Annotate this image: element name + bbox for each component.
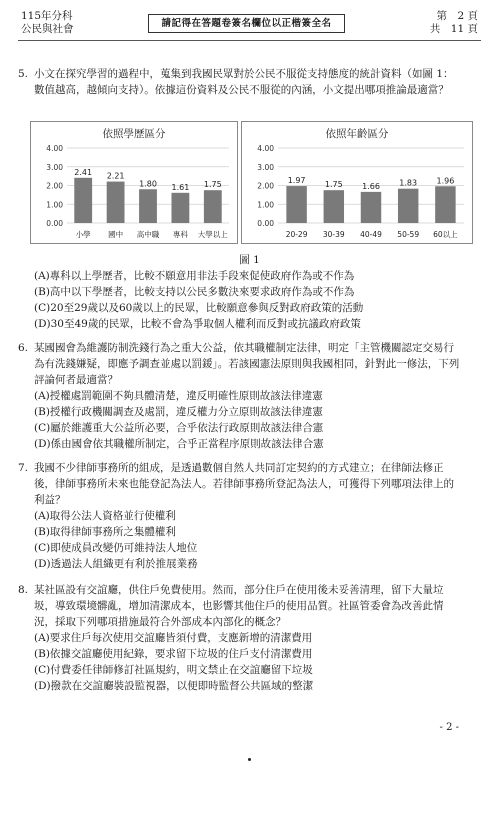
y-tick-label: 0.00 [257, 219, 274, 228]
data-label: 1.66 [362, 181, 380, 191]
option-d: (D)透過法人組織更有利於推展業務 [34, 558, 198, 570]
bar [324, 190, 344, 223]
data-label: 2.21 [106, 171, 125, 181]
y-tick-label: 3.00 [46, 162, 63, 172]
age-bar-chart [242, 122, 472, 243]
figure-caption: 圖 1 [239, 254, 260, 266]
data-label: 1.75 [324, 180, 343, 190]
page-indicator [430, 10, 478, 36]
bar [286, 186, 306, 223]
y-tick-label: 4.00 [257, 144, 274, 153]
option-b: (B)高中以下學歷者，比較支持以公民多數決來要求政府作為或不作為 [34, 286, 355, 298]
y-tick-label: 1.00 [257, 200, 274, 210]
y-tick-label: 2.00 [257, 181, 274, 191]
x-tick-label: 60以上 [433, 230, 458, 239]
data-label: 1.97 [287, 176, 306, 186]
bar [398, 189, 418, 223]
x-tick-label: 高中職 [136, 230, 160, 239]
option-b: (B)依據交誼廳使用紀錄，要求留下垃圾的住戶支付清潔費用 [34, 648, 313, 660]
question-stem: 小文在探究學習的過程中，蒐集到我國民眾對於公民不服從支持態度的統計資料（如圖 1：數值越高，越傾向支持）。依據這份資料及公民不服從的內涵，小文提出哪項推論最適當？ [34, 68, 454, 96]
exam-subject-label: 公民與社會 [21, 23, 74, 35]
option-c: (C)屬於維護重大公益所必要，合乎依法行政原則故該法律合憲 [34, 422, 324, 434]
question-8 [18, 582, 464, 694]
chart-education [30, 121, 238, 244]
exam-subject [21, 10, 74, 36]
option-a: (A)專科以上學歷者，比較不願意用非法手段來促使政府作為或不作為 [34, 270, 355, 282]
option-c: (C)即使成員改變仍可維持法人地位 [34, 542, 198, 554]
question-6 [18, 340, 464, 452]
header-divider [18, 40, 481, 41]
bar [107, 182, 125, 223]
question-number: 7. [18, 462, 29, 474]
footer-dot [248, 758, 251, 761]
option-a: (A)要求住戶每次使用交誼廳皆須付費，支應新增的清潔費用 [34, 632, 313, 644]
data-label: 1.96 [436, 176, 455, 186]
y-tick-label: 3.00 [257, 162, 274, 172]
option-b: (B)授權行政機關調查及處罰，違反權力分立原則故該法律違憲 [34, 406, 323, 418]
bar [435, 186, 455, 223]
option-a: (A)授權處罰範圍不夠具體清楚，違反明確性原則故該法律違憲 [34, 390, 323, 402]
y-tick-label: 0.00 [46, 219, 63, 228]
data-label: 2.41 [74, 167, 93, 177]
bar [171, 193, 189, 223]
chart-age [241, 121, 473, 244]
y-tick-label: 4.00 [46, 144, 63, 153]
chart-title: 依照年齡區分 [325, 128, 389, 140]
question-number: 8. [18, 584, 29, 596]
option-c: (C)20至29歲以及60歲以上的民眾，比較願意參與反對政府政策的活動 [34, 302, 364, 314]
option-d: (D)撥款在交誼廳裝設監視器，以便即時監督公共區域的整潔 [34, 680, 314, 692]
bar [74, 178, 92, 223]
data-label: 1.61 [171, 182, 190, 192]
page-number: - 2 - [439, 722, 459, 733]
x-tick-label: 20-29 [285, 230, 308, 239]
education-bar-chart [31, 122, 237, 243]
signature-notice: 請記得在答題卷簽名欄位以正楷簽全名 [148, 14, 345, 33]
question-number: 6. [18, 342, 29, 354]
x-tick-label: 30-39 [322, 230, 345, 239]
page-total: 共 11 頁 [429, 23, 478, 35]
x-tick-label: 專科 [172, 230, 188, 239]
option-d: (D)係由國會依其職權所制定，合乎正當程序原則故該法律合憲 [34, 438, 324, 450]
data-label: 1.75 [203, 180, 222, 190]
chart-title: 依照學歷區分 [102, 128, 166, 140]
bar [361, 192, 381, 223]
data-label: 1.80 [139, 179, 157, 189]
question-stem: 我國不少律師事務所的組成，是透過數個自然人共同訂定契約的方式建立；在律師法修正後，律師事務所未來也能登記為法人。若律師事務所登記為法人，可獲得下列哪項法律上的利益？ [34, 462, 454, 506]
x-tick-label: 大學以上 [197, 230, 228, 239]
y-tick-label: 2.00 [46, 181, 63, 191]
question-5-options [18, 268, 464, 332]
bar [204, 190, 222, 223]
x-tick-label: 50-59 [397, 230, 420, 239]
x-tick-label: 40-49 [360, 230, 382, 239]
page-current: 第 2 頁 [436, 10, 478, 22]
option-a: (A)取得公法人資格並行使權利 [34, 510, 176, 522]
x-tick-label: 小學 [75, 230, 91, 239]
bar [139, 189, 157, 223]
option-b: (B)取得律師事務所之集體權利 [34, 526, 176, 538]
question-7 [18, 460, 464, 572]
data-label: 1.83 [399, 178, 418, 188]
exam-year-label: 115年分科 [21, 10, 73, 22]
y-tick-label: 1.00 [46, 200, 63, 210]
option-c: (C)付費委任律師修訂社區規約，明文禁止在交誼廳留下垃圾 [34, 664, 313, 676]
question-number: 5. [18, 68, 29, 80]
option-d: (D)30至49歲的民眾，比較不會為爭取個人權利而反對或抗議政府政策 [34, 318, 361, 330]
question-5 [18, 66, 464, 98]
question-stem: 某國國會為維護防制洗錢行為之重大公益，依其職權制定法律，明定「主管機關認定交易行為有洗錢嫌疑，即應予調查並處以罰鍰」。若該國憲法原則與我國相同，針對此一修法，下列評論何者最適當？ [34, 342, 460, 386]
question-stem: 某社區設有交誼廳，供住戶免費使用。然而，部分住戶在使用後未妥善清理，留下大量垃圾，導致環境髒亂，增加清潔成本，也影響其他住戶的使用品質。社區管委會為改善此情況，採取下列哪項措施最符合外部成本內部化的概念？ [34, 584, 444, 628]
x-tick-label: 國中 [108, 230, 124, 239]
